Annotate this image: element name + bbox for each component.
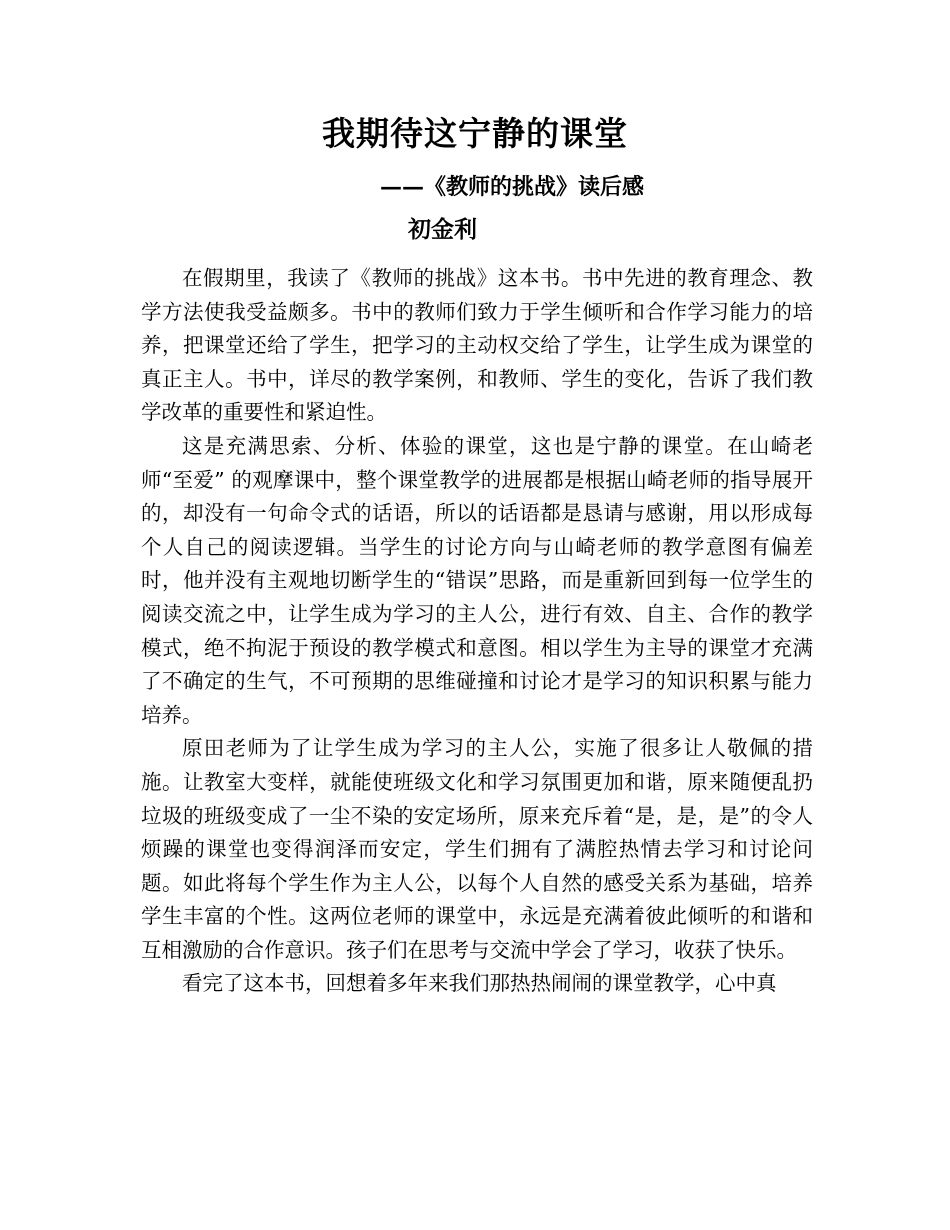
paragraph: 看完了这本书，回想着多年来我们那热热闹闹的课堂教学，心中真	[182, 971, 777, 996]
document-body	[141, 262, 813, 1001]
paragraph: 在假期里，我读了《教师的挑战》这本书。书中先进的教育理念、教学方法使我受益颇多。书中的教师们致力于学生倾听和合作学习能力的培养，把课堂还给了学生，把学习的主动权交给了学生，让学生成为课堂的真正主人。书中，详尽的教学案例，和教师、学生的变化，告诉了我们教学改革的重要性和紧迫性。	[141, 266, 813, 425]
paragraph: 这是充满思索、分析、体验的课堂，这也是宁静的课堂。在山崎老师“至爱” 的观摩课中，整个课堂教学的进展都是根据山崎老师的指导展开的，却没有一句命令式的话语，所以的话语都是恳请与感谢，用以形成每个人自己的阅读逻辑。当学生的讨论方向与山崎老师的教学意图有偏差时，他并没有主观地切断学生的“错误”思路，而是重新回到每一位学生的阅读交流之中，让学生成为学习的主人公，进行有效、自主、合作的教学模式，绝不拘泥于预设的教学模式和意图。相以学生为主导的课堂才充满了不确定的生气，不可预期的思维碰撞和讨论才是学习的知识积累与能力培养。	[141, 433, 813, 727]
paragraph: 原田老师为了让学生成为学习的主人公，实施了很多让人敬佩的措施。让教室大变样，就能使班级文化和学习氛围更加和谐，原来随便乱扔垃圾的班级变成了一尘不染的安定场所，原来充斥着“是，是，是”的令人烦躁的课堂也变得润泽而安定，学生们拥有了满腔热情去学习和讨论问题。如此将每个学生作为主人公，以每个人自然的感受关系为基础，培养学生丰富的个性。这两位老师的课堂中，永远是充满着彼此倾听的和谐和互相激励的合作意识。孩子们在思考与交流中学会了学习，收获了快乐。	[141, 736, 813, 962]
document-title: 我期待这宁静的课堂	[322, 114, 628, 153]
document-subtitle: ——《教师的挑战》读后感	[380, 174, 645, 200]
author-name: 初金利	[408, 216, 477, 243]
